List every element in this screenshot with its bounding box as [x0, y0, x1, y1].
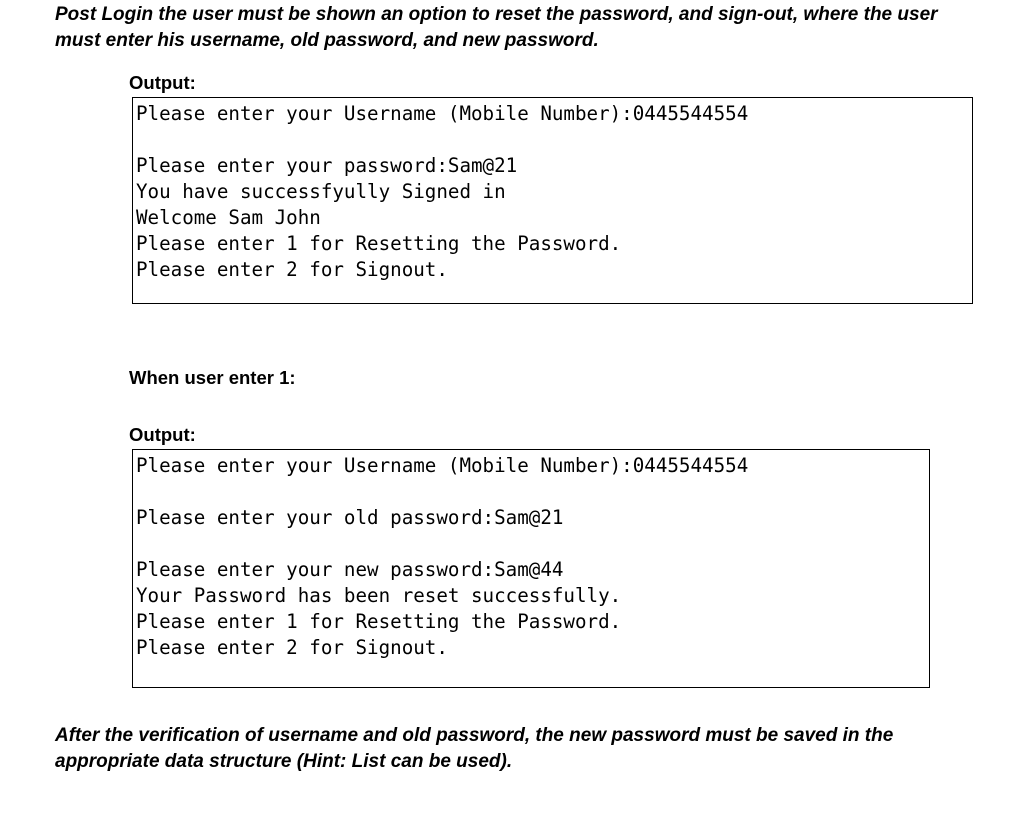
console-line: Please enter your new password:Sam@44 — [136, 558, 564, 581]
condition-label: When user enter 1: — [129, 367, 296, 388]
console-line: Your Password has been reset successfully. — [136, 584, 622, 607]
console-line: Please enter your password:Sam@21 — [136, 154, 518, 177]
console-blank-line — [136, 479, 929, 505]
console-line: Please enter 2 for Signout. — [136, 258, 448, 281]
outro-paragraph — [55, 723, 995, 775]
outro-line-1: After the verification of username and old password, the new password must be saved in the — [55, 725, 894, 746]
console-line: Please enter 2 for Signout. — [136, 636, 448, 659]
output-label-1: Output: — [129, 72, 196, 93]
console-line: You have successfyully Signed in — [136, 180, 506, 203]
intro-line-2: must enter his username, old password, and new password. — [55, 30, 599, 51]
console-line: Please enter 1 for Resetting the Password. — [136, 232, 622, 255]
intro-paragraph — [55, 2, 995, 54]
console-line: Please enter your old password:Sam@21 — [136, 506, 564, 529]
console-blank-line — [136, 531, 929, 557]
output-label-2: Output: — [129, 424, 196, 445]
intro-line-1: Post Login the user must be shown an option to reset the password, and sign-out, where the user — [55, 4, 938, 25]
console-line: Please enter your Username (Mobile Number):0445544554 — [136, 102, 749, 125]
console-output-2 — [132, 449, 930, 688]
outro-line-2: appropriate data structure (Hint: List can be used). — [55, 751, 513, 772]
console-output-1 — [132, 97, 973, 304]
console-blank-line — [136, 127, 972, 153]
console-line: Please enter 1 for Resetting the Password. — [136, 610, 622, 633]
console-line: Welcome Sam John — [136, 206, 321, 229]
console-line: Please enter your Username (Mobile Number):0445544554 — [136, 454, 749, 477]
